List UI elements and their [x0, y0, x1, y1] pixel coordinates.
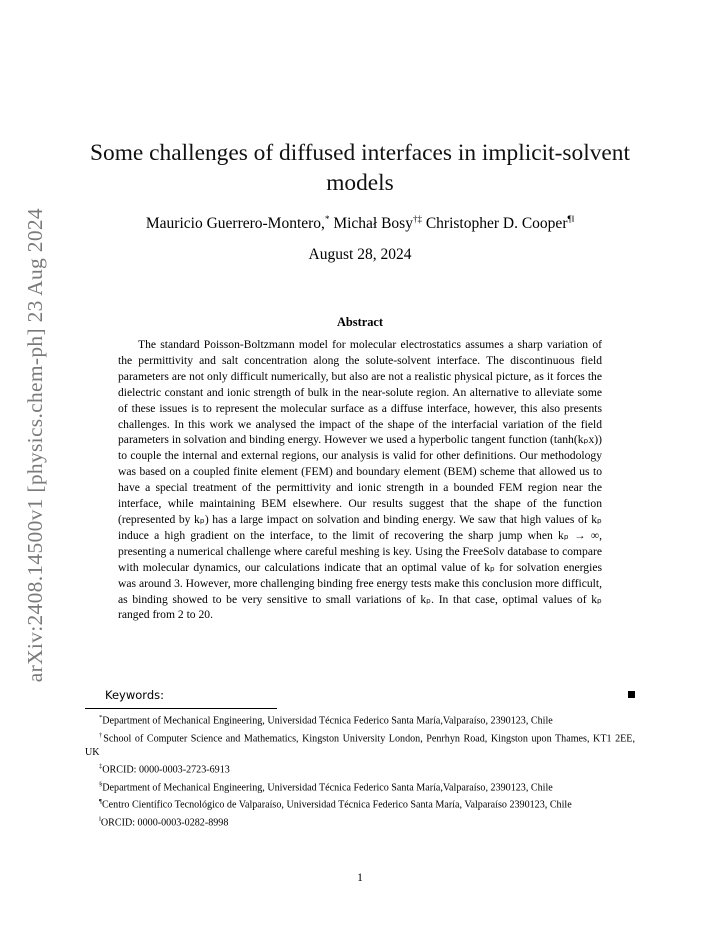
footnote-mark: ‡	[99, 763, 103, 771]
keywords-label: Keywords:	[105, 688, 164, 702]
arxiv-identifier-text: arXiv:2408.14500v1 [physics.chem-ph] 23 Aug 2024	[22, 207, 47, 683]
footnote-separator	[85, 708, 277, 709]
abstract-text: The standard Poisson-Boltzmann model for molecular electrostatics assumes a sharp variation of the permittivity and salt concentration along the solute-solvent interface. The discontinuous field parameters are not only difficult numerically, but also are not a realistic physical picture, as it forces the dielectric constant and ionic strength of bulk in the near-solute region. An alternative to alleviate some of these issues is to represent the molecular surface as a diffuse interface, however, this also presents challenges. In this work we analysed the impact of the shape of the interfacial variation of the field parameters in solvation and binding energy. However we used a hyperbolic tangent function (tanh(kₚx)) to couple the internal and external regions, our analysis is valid for other definitions. Our methodology was based on a coupled finite element (FEM) and boundary element (BEM) scheme that allowed us to have a special treatment of the permittivity and ionic strength in a bounded FEM region near the interface, while maintaining BEM elsewhere. Our results suggest that the shape of the function (represented by kₚ) has a large impact on solvation and binding energy. We saw that high values of kₚ induce a high gradient on the interface, to the limit of recovering the sharp jump when kₚ → ∞, presenting a numerical challenge where careful meshing is key. Using the FreeSolv database to compare with molecular dynamics, our calculations indicate that an optimal value of kₚ for solvation energies was around 3. However, more challenging binding free energy tests make this conclusion more difficult, as binding showed to be very sensitive to small variations of kₚ. In that case, optimal values of kₚ ranged from 2 to 20.	[118, 338, 602, 622]
footnote-text: Department of Mechanical Engineering, Universidad Técnica Federico Santa María,Valparaíso, 2390123, Chile	[102, 782, 553, 794]
footnote-mark: *	[99, 714, 103, 721]
footnote	[85, 778, 635, 796]
author-list	[80, 214, 640, 233]
publication-date: August 28, 2024	[308, 246, 412, 263]
footnote-text: Department of Mechanical Engineering, Universidad Técnica Federico Santa María,Valparaíso, 2390123, Chile	[102, 715, 553, 727]
footnote-text: Centro Científico Tecnológico de Valparaíso, Universidad Técnica Federico Santa María, Valparaíso 2390123, Chile	[101, 799, 572, 811]
abstract-heading: Abstract	[336, 315, 384, 329]
footnote-text: ORCID: 0000-0003-0282-8998	[100, 817, 229, 829]
paper-title-line-2: models	[326, 170, 394, 196]
author-name: Michał Bosy	[333, 215, 413, 233]
footnote	[85, 813, 635, 831]
page-number: 1	[357, 872, 363, 884]
author-name: Christopher D. Cooper	[425, 215, 568, 233]
footnote-text: ORCID: 0000-0003-2723-6913	[102, 764, 230, 776]
footnote	[85, 711, 635, 729]
footnote-mark: ‖	[99, 816, 101, 824]
footnote	[85, 760, 635, 778]
footnotes	[85, 711, 635, 831]
author-affiliation-marks: †‡	[412, 214, 422, 224]
end-of-abstract-square-icon	[628, 691, 635, 698]
arxiv-identifier-stamp	[14, 200, 56, 690]
footnote	[85, 795, 635, 813]
footnote-text: School of Computer Science and Mathematics, Kingston University London, Penrhyn Road, Kingston upon Thames, KT1 2EE, UK	[85, 732, 636, 759]
author-affiliation-marks: ¶‖	[567, 214, 575, 224]
footnote	[85, 729, 635, 761]
footnote-mark: §	[99, 780, 103, 788]
author-name: Mauricio Guerrero-Montero,	[145, 215, 325, 233]
paper-title-line-1: Some challenges of diffused interfaces in implicit-solvent	[89, 140, 630, 166]
footnote-mark: ¶	[99, 798, 102, 806]
paper-title	[80, 138, 640, 198]
footnote-mark: †	[99, 731, 104, 739]
author-affiliation-marks: *	[324, 214, 330, 224]
